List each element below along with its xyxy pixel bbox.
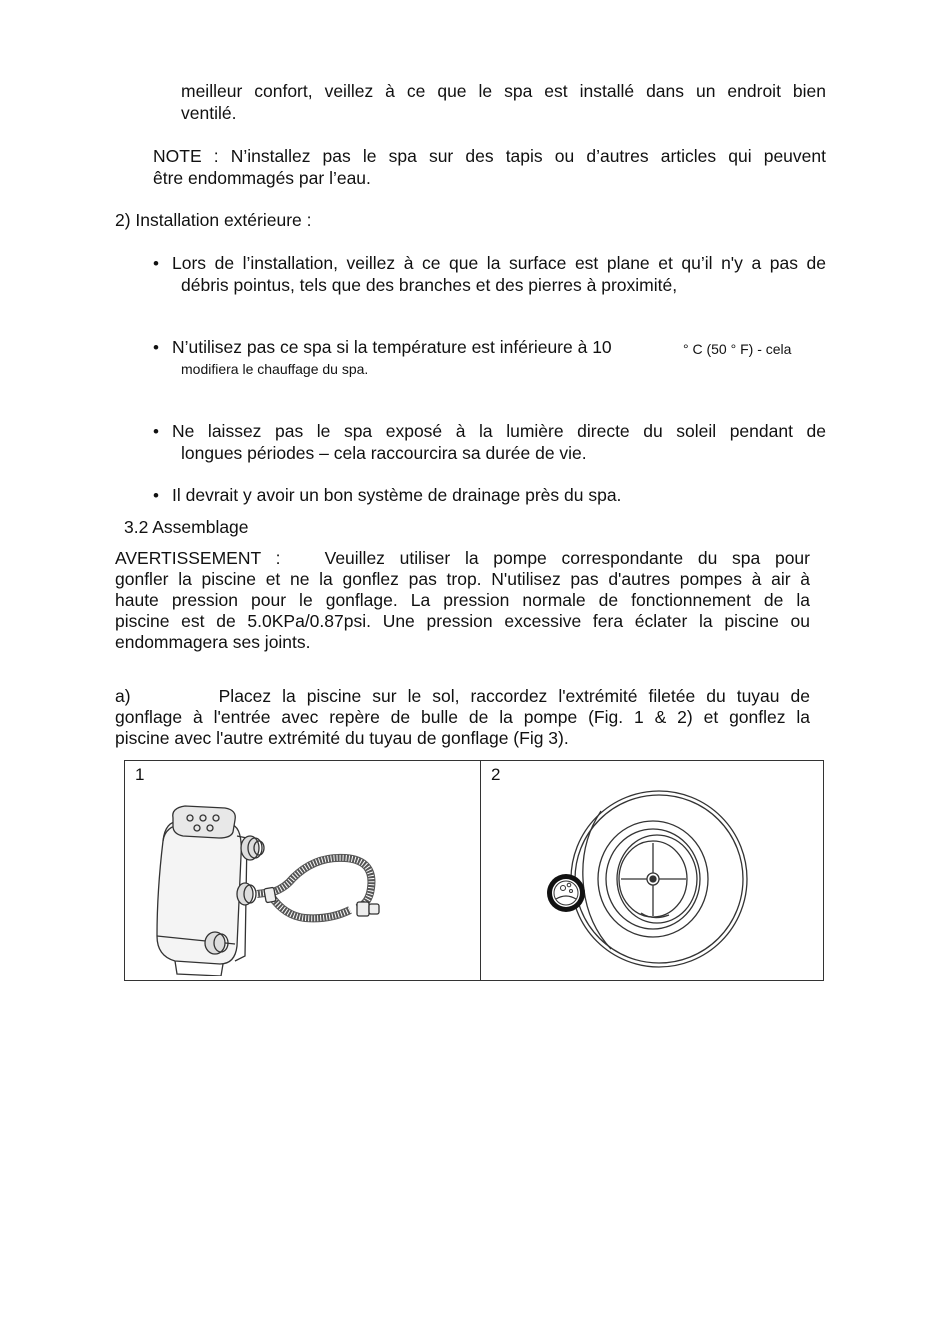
bullet-2-line-2: modifiera le chauffage du spa. [181, 361, 369, 377]
warning-line-4: piscine est de 5.0KPa/0.87psi. Une pression excessive fera éclater la piscine ou [115, 611, 810, 631]
bullet-4-line-1: Il devrait y avoir un bon système de drainage près du spa. [172, 485, 622, 505]
figure-2-cell [481, 761, 823, 980]
intro-line-2: ventilé. [181, 103, 237, 123]
bullet-icon: • [153, 422, 159, 441]
warning-line-5: endommagera ses joints. [115, 632, 311, 652]
note-line-2: être endommagés par l’eau. [153, 168, 371, 188]
bullet-3-line-1: Ne laissez pas le spa exposé à la lumière directe du soleil pendant de [172, 421, 826, 441]
outdoor-heading: 2) Installation extérieure : [115, 210, 312, 230]
step-a-line-1: a) Placez la piscine sur le sol, raccordez l'extrémité filetée du tuyau de [115, 686, 810, 706]
step-a-line-3: piscine avec l'autre extrémité du tuyau de gonflage (Fig 3). [115, 728, 569, 748]
bullet-2-line-1b: ° C (50 ° F) - cela [683, 341, 792, 357]
assembly-heading: 3.2 Assemblage [124, 517, 249, 537]
warning-line-3: haute pression pour le gonflage. La pression normale de fonctionnement de la [115, 590, 810, 610]
bullet-1-line-1: Lors de l’installation, veillez à ce que la surface est plane et qu’il n'y a pas de [172, 253, 826, 273]
note-line-1: NOTE : N’installez pas le spa sur des tapis ou d’autres articles qui peuvent [153, 146, 826, 166]
bullet-icon: • [153, 254, 159, 273]
figure-1-number: 1 [135, 765, 145, 784]
pump-with-hose-icon [135, 796, 435, 976]
step-a-line-2: gonflage à l'entrée avec repère de bulle de la pompe (Fig. 1 & 2) et gonflez la [115, 707, 810, 727]
figure-2-number: 2 [491, 765, 501, 784]
bullet-icon: • [153, 486, 159, 505]
bullet-3-line-2: longues périodes – cela raccourcira sa durée de vie. [181, 443, 587, 463]
warning-line-2: gonfler la piscine et ne la gonflez pas trop. N'utilisez pas d'autres pompes à air à [115, 569, 810, 589]
figure-1-cell [125, 761, 481, 980]
bubble-inlet-valve-icon [541, 781, 761, 971]
bullet-2-line-1a: N’utilisez pas ce spa si la température est inférieure à 10 [172, 337, 612, 357]
intro-line-1: meilleur confort, veillez à ce que le spa est installé dans un endroit bien [181, 81, 826, 101]
warning-line-1: AVERTISSEMENT : Veuillez utiliser la pompe correspondante du spa pour [115, 548, 810, 568]
bullet-icon: • [153, 338, 159, 357]
bullet-1-line-2: débris pointus, tels que des branches et des pierres à proximité, [181, 275, 678, 295]
figure-table [124, 760, 824, 981]
